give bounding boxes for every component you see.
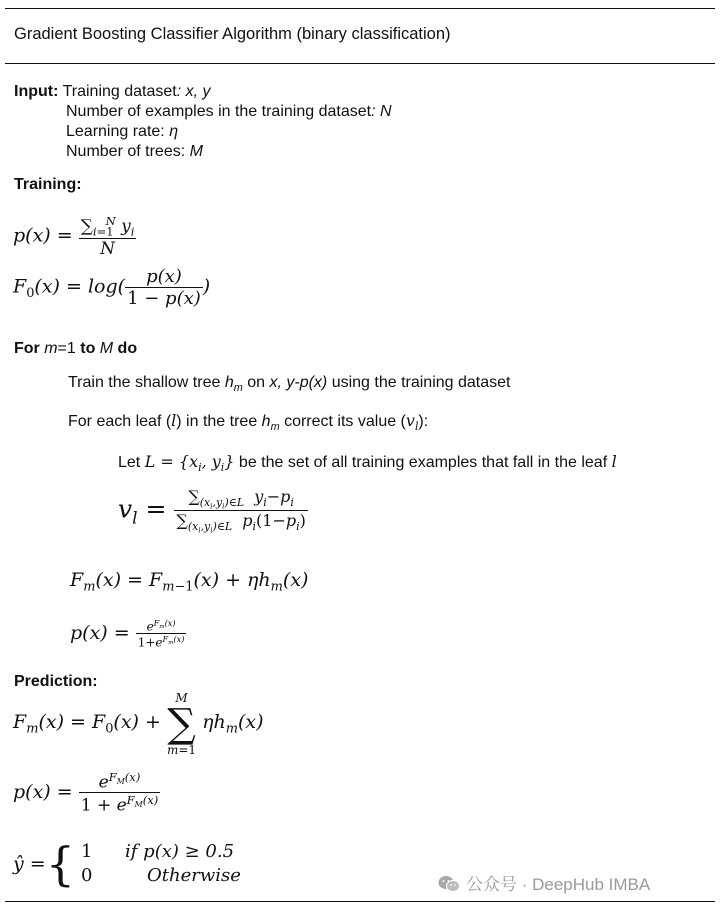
watermark xyxy=(438,870,650,895)
formula-fm-update: $F_m(x) = F_{m-1}(x) + \eta h_m(x)$ xyxy=(70,569,309,595)
step-train-tree: Train the shallow tree $h_m$ on x, y-p(x) using the training dataset xyxy=(68,374,511,394)
formula-yhat: ŷ ={ 1 if p(x) ≥ 0.5 0 Otherwise xyxy=(13,837,241,891)
watermark-text: 公众号 · DeepHub IMBA xyxy=(466,875,651,894)
yhat-case1-condition: if p(x) ≥ 0.5 xyxy=(125,841,235,862)
header-rule xyxy=(5,63,715,64)
input-line-2: Number of examples in the training dataset xyxy=(66,103,372,120)
input-line-4: Number of trees: xyxy=(66,143,190,160)
step-let-set: Let $L = \{x_i$, $y_i$} be the set of all training examples that fall in the leaf l xyxy=(118,452,617,474)
formula-p-final: p(x) = $\frac{e^{F_M(x)}}{1 + e^{F_M(x)}}$ xyxy=(13,770,159,816)
prediction-label: Prediction: xyxy=(14,673,98,690)
formula-leaf-value: $v_l$ = $\frac{\sum_{(x_i,y_i)\in L} y_i-p_i}{\sum_{(x_i,y_i)\in L} p_i(1-p_i)}$ xyxy=(118,487,306,535)
input-line-1: Training dataset xyxy=(62,83,177,100)
bottom-rule xyxy=(5,901,715,902)
input-label: Input: xyxy=(14,83,59,100)
loop-header: For m=1 to M do xyxy=(14,340,138,357)
training-label: Training: xyxy=(14,176,82,193)
formula-p-init: p(x) = $\frac{\sum_{i=1}^N y_i}{N}$ xyxy=(13,214,135,260)
algorithm-title: Gradient Boosting Classifier Algorithm (binary classification) xyxy=(14,25,451,43)
formula-p-update: p(x) = $\frac{e^{F_m(x)}}{1+e^{F_m(x)}}$ xyxy=(70,618,185,650)
formula-f0: $F_0(x) = \log$( $\frac{p(x)}{1 - p(x)}$ ) xyxy=(13,266,211,309)
formula-fm-sum: $F_m(x) = F_0(x)$ + M ∑ m=1 $\eta h_m(x)$ xyxy=(13,691,264,757)
wechat-icon xyxy=(438,875,460,893)
input-line-3: Learning rate: xyxy=(66,123,170,140)
yhat-case2-condition: Otherwise xyxy=(147,865,241,886)
step-correct-leaf: For each leaf (l) in the tree $h_m$ correct its value $(v_l)$: xyxy=(68,411,429,433)
top-rule xyxy=(5,8,715,9)
input-block: Input: Training dataset: x, y Number of examples in the training dataset: N Learning rate: η Number of trees: M xyxy=(14,83,392,160)
